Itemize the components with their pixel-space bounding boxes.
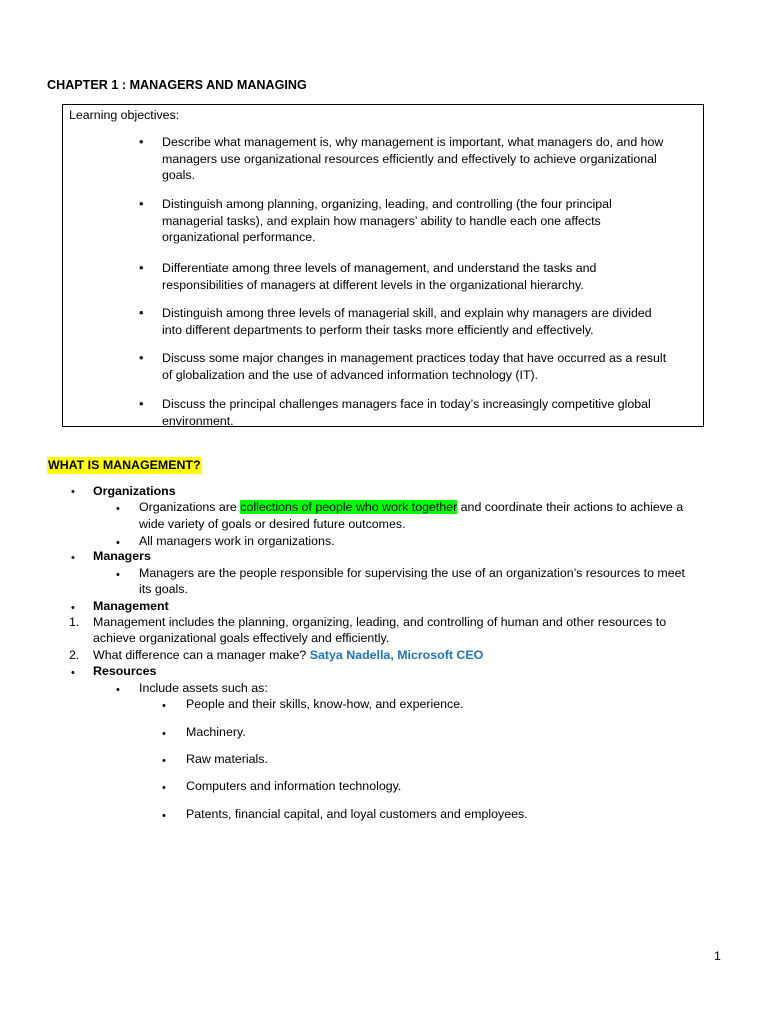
objective-line: of globalization and the use of advanced information technology (IT). bbox=[162, 367, 539, 382]
list-number: 1. bbox=[69, 615, 80, 629]
bullet-icon: • bbox=[139, 134, 144, 149]
objective-line: Distinguish among planning, organizing, leading, and controlling (the four principal bbox=[162, 197, 612, 211]
bullet-icon: • bbox=[162, 782, 166, 794]
bullet-icon: • bbox=[116, 503, 120, 515]
objective-line: Discuss the principal challenges managers face in today’s increasingly competitive global bbox=[162, 397, 651, 411]
bullet-icon: • bbox=[162, 810, 166, 822]
objective-line: environment. bbox=[162, 413, 234, 428]
objective-item bbox=[139, 134, 697, 184]
objective-line: into different departments to perform their tasks more efficiently and effectively. bbox=[162, 322, 594, 337]
learning-objectives-box bbox=[62, 104, 704, 427]
management-definition-line2: achieve organizational goals effectively and efficiently. bbox=[93, 631, 390, 645]
bullet-icon: • bbox=[162, 728, 166, 740]
chapter-title: CHAPTER 1 : MANAGERS AND MANAGING bbox=[47, 78, 307, 92]
bullet-icon: • bbox=[71, 667, 75, 679]
organizations-definition-line2: wide variety of goals or desired future outcomes. bbox=[139, 517, 406, 531]
definition-text: Organizations are bbox=[139, 500, 241, 514]
highlighted-phrase: collections of people who work together bbox=[240, 500, 458, 514]
bullet-icon: • bbox=[71, 552, 75, 564]
resources-heading: Resources bbox=[93, 664, 157, 678]
organizations-note: All managers work in organizations. bbox=[139, 534, 335, 548]
difference-question bbox=[93, 647, 483, 664]
objective-line: Differentiate among three levels of management, and understand the tasks and bbox=[162, 261, 597, 275]
bullet-icon: • bbox=[71, 602, 75, 614]
objective-line: managers use organizational resources efficiently and effectively to achieve organizational bbox=[162, 151, 657, 166]
bullet-icon: • bbox=[139, 260, 144, 275]
resources-intro: Include assets such as: bbox=[139, 681, 268, 695]
resource-item: People and their skills, know-how, and experience. bbox=[186, 697, 464, 711]
definition-text: and coordinate their actions to achieve a bbox=[457, 500, 684, 514]
bullet-icon: • bbox=[139, 350, 144, 365]
objective-item bbox=[139, 350, 697, 383]
managers-definition: Managers are the people responsible for supervising the use of an organization’s resources to meet bbox=[139, 566, 685, 580]
management-heading: Management bbox=[93, 599, 169, 613]
bullet-icon: • bbox=[139, 396, 144, 411]
section-title: WHAT IS MANAGEMENT? bbox=[48, 458, 201, 472]
question-text: What difference can a manager make? bbox=[93, 648, 310, 662]
bullet-icon: • bbox=[116, 569, 120, 581]
bullet-icon: • bbox=[139, 196, 144, 211]
satya-nadella-link[interactable]: Satya Nadella, Microsoft CEO bbox=[309, 648, 484, 662]
objective-line: Discuss some major changes in management practices today that have occurred as a result bbox=[162, 351, 667, 365]
bullet-icon: • bbox=[71, 486, 75, 498]
resource-item: Machinery. bbox=[186, 725, 246, 739]
objective-line: responsibilities of managers at different levels in the organizational hierarchy. bbox=[162, 277, 584, 292]
management-definition: Management includes the planning, organizing, leading, and controlling of human and other resources to bbox=[93, 615, 667, 629]
objective-item bbox=[139, 260, 697, 293]
bullet-icon: • bbox=[162, 700, 166, 712]
objective-line: goals. bbox=[162, 168, 196, 182]
bullet-icon: • bbox=[116, 684, 120, 696]
objective-line: Describe what management is, why management is important, what managers do, and how bbox=[162, 135, 664, 149]
objective-item bbox=[139, 305, 697, 338]
resource-item: Patents, financial capital, and loyal customers and employees. bbox=[186, 807, 528, 821]
list-number: 2. bbox=[69, 648, 80, 662]
page-number: 1 bbox=[714, 949, 721, 963]
objective-item bbox=[139, 396, 697, 429]
resource-item: Computers and information technology. bbox=[186, 779, 402, 793]
managers-heading: Managers bbox=[93, 549, 151, 563]
managers-definition-line2: its goals. bbox=[139, 582, 188, 596]
bullet-icon: • bbox=[162, 755, 166, 767]
objective-line: organizational performance. bbox=[162, 230, 316, 244]
organizations-heading: Organizations bbox=[93, 484, 176, 498]
bullet-icon: • bbox=[139, 305, 144, 320]
objective-line: Distinguish among three levels of managerial skill, and explain why managers are divided bbox=[162, 306, 652, 320]
bullet-icon: • bbox=[116, 537, 120, 549]
objectives-heading: Learning objectives: bbox=[69, 108, 180, 122]
resource-item: Raw materials. bbox=[186, 752, 268, 766]
objective-line: managerial tasks), and explain how managers’ ability to handle each one affects bbox=[162, 213, 601, 228]
organizations-definition bbox=[139, 499, 683, 516]
objective-item bbox=[139, 196, 697, 246]
